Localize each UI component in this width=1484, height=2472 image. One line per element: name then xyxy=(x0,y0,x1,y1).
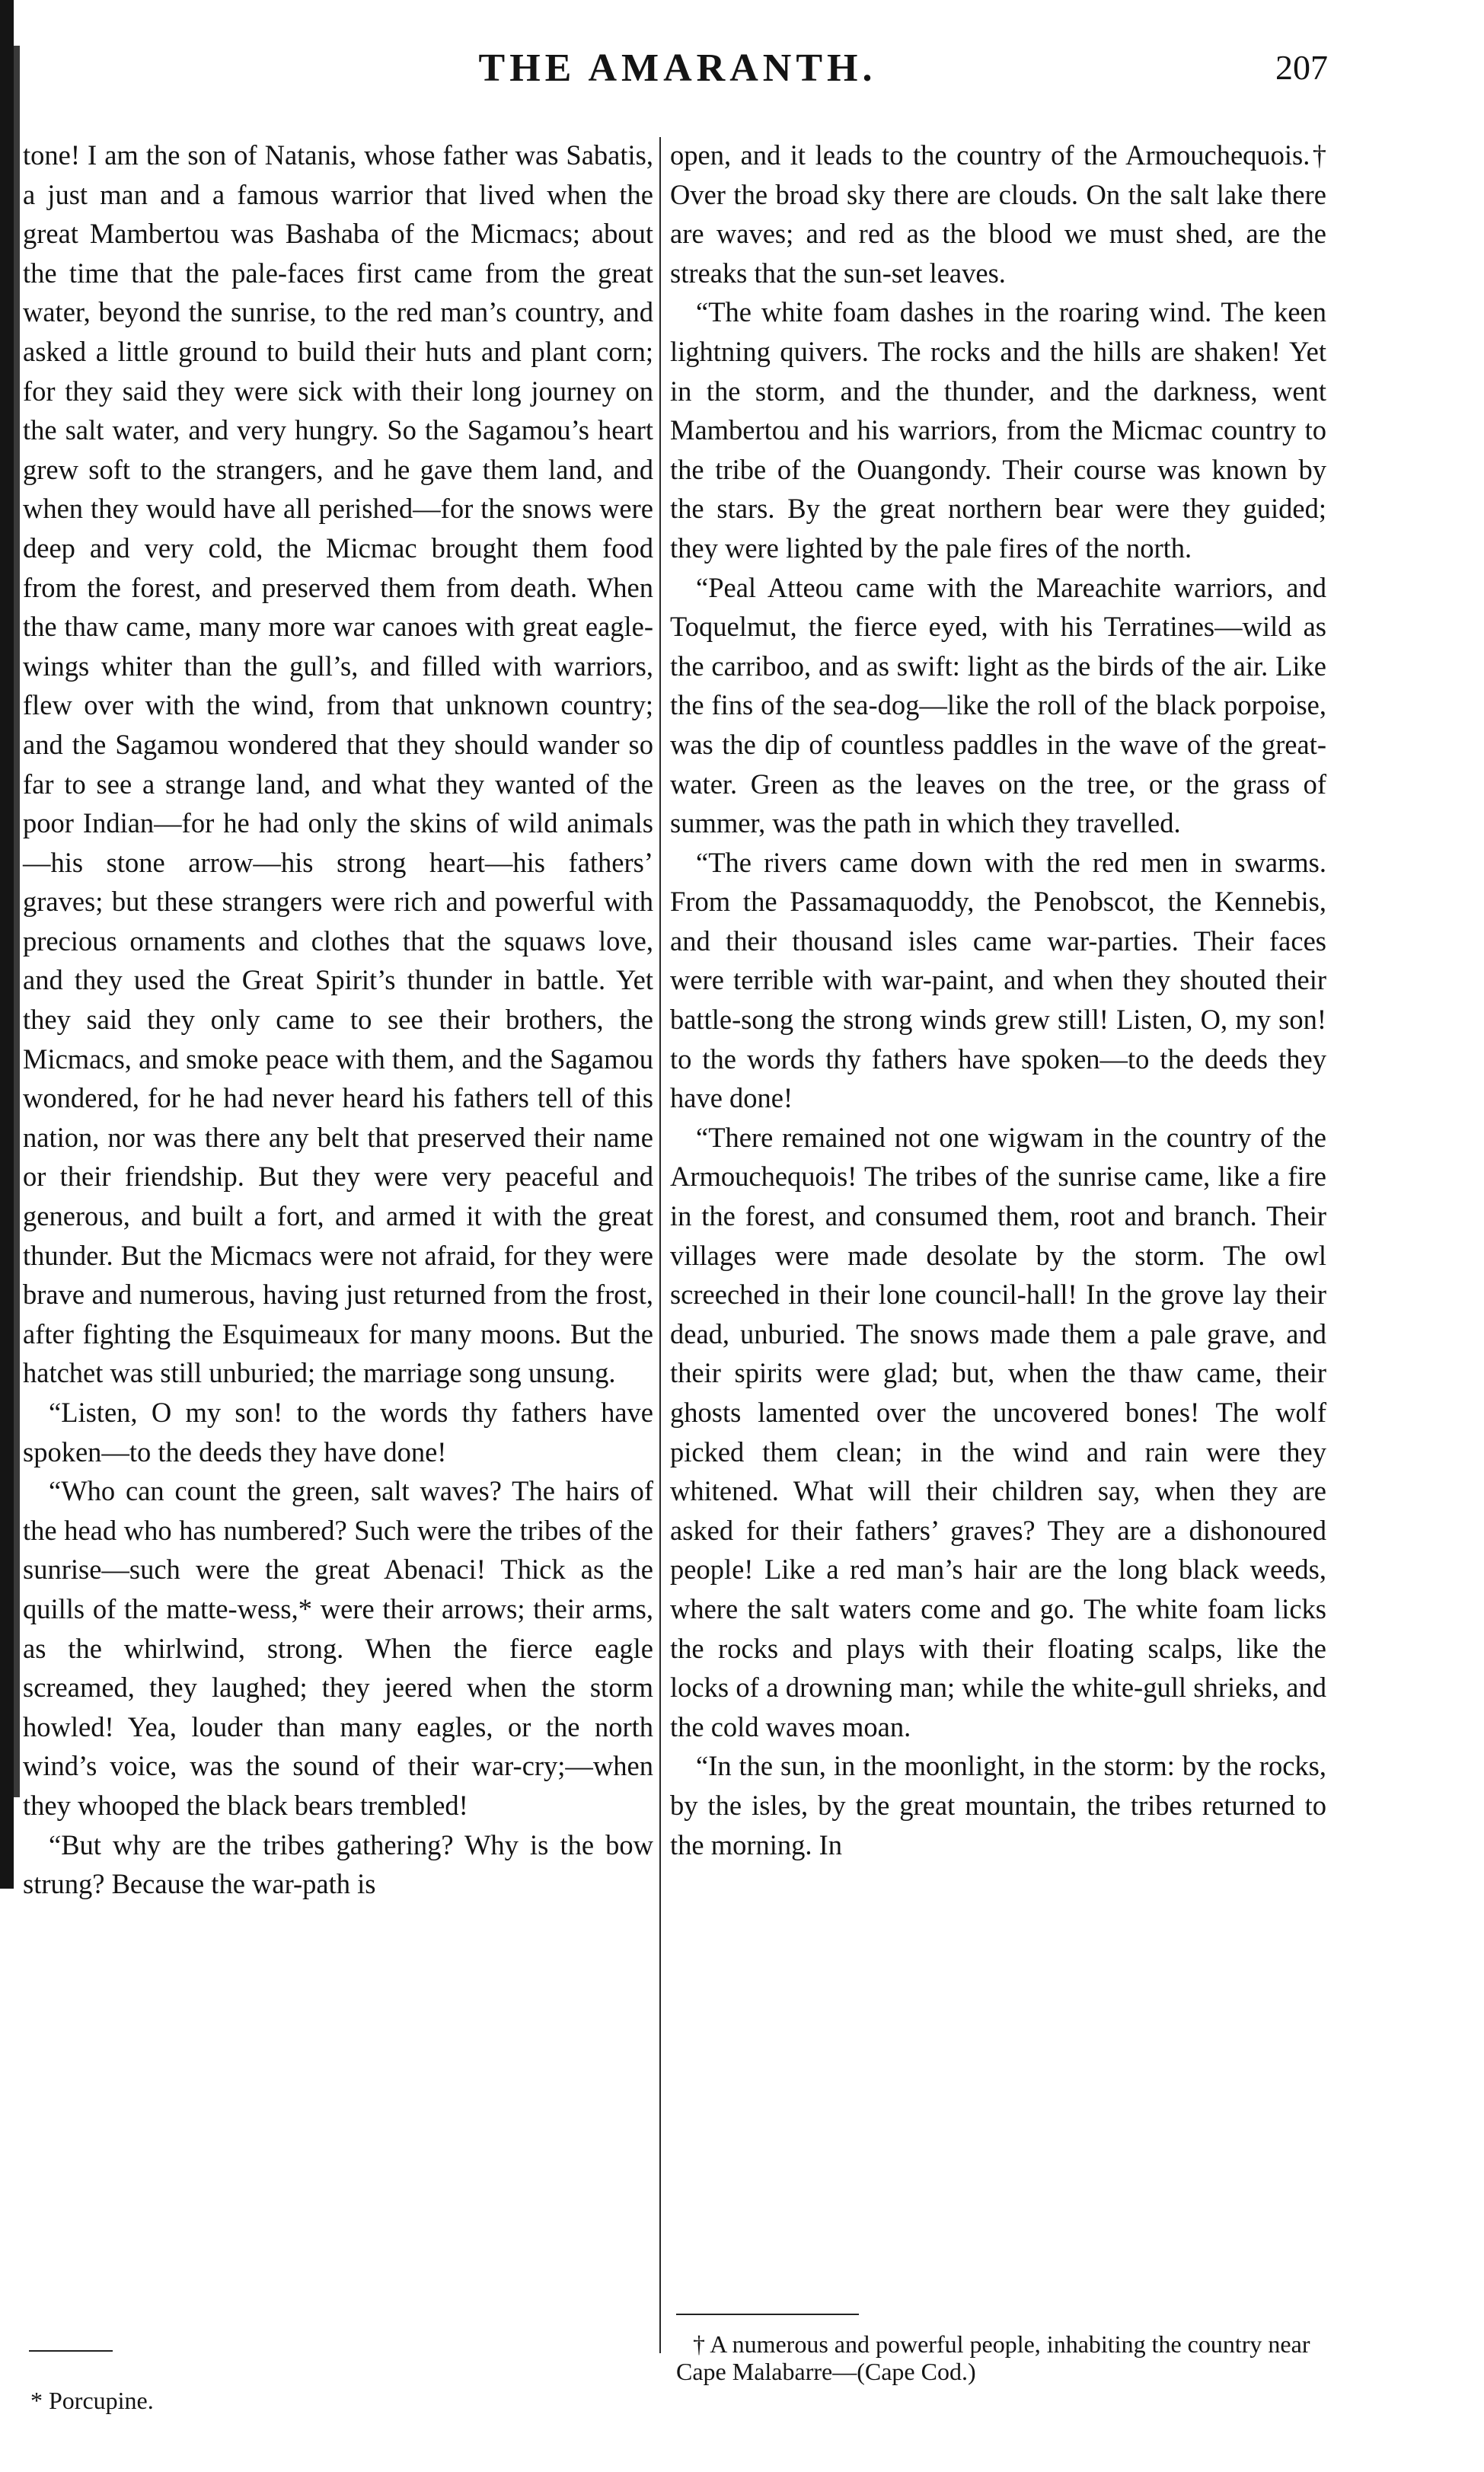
left-paragraph-4: “But why are the tribes gathering? Why is the bow strung? Because the war-path is xyxy=(23,1828,653,1900)
left-paragraph-1: tone! I am the son of Natanis, whose father was Sabatis, a just man and a famous warrior that lived when the great Mambertou was Bashaba of the Micmacs; about the time that the pale-faces first came from the great water, beyond the sunrise, to the red man’s country, and asked a little ground to build their huts and plant corn; for they said they were sick with their long journey on the salt water, and very hungry. So the Sagamou’s heart grew soft to the strangers, and he gave them land, and when they would have all perished—for the snows were deep and very cold, the Micmac brought them food from the forest, and preserved them from death. When the thaw came, many more war canoes with great eagle-wings whiter than the gull’s, and filled with warriors, flew over with the wind, from that unknown country; and the Sagamou wondered that they should wander so far to see a strange land, and what they wanted of the poor Indian—for he had only the skins of wild animals—his stone arrow—his strong heart—his fathers’ graves; but these strangers were rich and powerful with precious ornaments and clothes that the squaws love, and they used the Great Spirit’s thunder in battle. Yet they said they only came to see their brothers, the Micmacs, and smoke peace with them, and the Sagamou wondered, for he had never heard his fathers tell of this nation, nor was there any belt that preserved their name or their friendship. But they were very peaceful and generous, and built a fort, and armed it with the great thunder. But the Micmacs were not afraid, for they were brave and numerous, having just returned from the frost, after fighting the Esquimeaux for many moons. But the hatchet was still unburied; the marriage song unsung. xyxy=(23,139,653,1389)
page-binding-shadow xyxy=(14,46,20,1797)
footnote-rule-right xyxy=(676,2314,859,2315)
running-title: THE AMARANTH. xyxy=(478,46,877,90)
footnote-porcupine: * Porcupine. xyxy=(30,2387,154,2414)
left-paragraph-3: “Who can count the green, salt waves? The hairs of the head who has numbered? Such were the tribes of the sunrise—such were the great Abenaci! Thick as the quills of the matte-wess,* were their arrows; their arms, as the whirlwind, strong. When the fierce eagle screamed, they laughed; they jeered when the storm howled! Yea, louder than many eagles, or the north wind’s voice, was the sound of their war-cry;—when they whooped the black bears trembled! xyxy=(23,1475,653,1821)
right-paragraph-4: “The rivers came down with the red men in swarms. From the Passamaquoddy, the Penobscot, the Kennebis, and their thousand isles came war-parties. Their faces were terrible with war-paint, and when they shouted their battle-song the strong winds grew still! Listen, O, my son! to the words thy fathers have spoken—to the deeds they have done! xyxy=(670,846,1326,1114)
page-binding-edge xyxy=(0,0,14,1889)
right-paragraph-3: “Peal Atteou came with the Mareachite warriors, and Toquelmut, the fierce eyed, with his Terratines—wild as the carriboo, and as swift: light as the birds of the air. Like the fins of the sea-dog—like the roll of the black porpoise, was the dip of countless paddles in the wave of the great-water. Green as the leaves on the tree, or the grass of summer, was the path in which they travelled. xyxy=(670,571,1326,839)
right-paragraph-2: “The white foam dashes in the roaring wind. The keen lightning quivers. The rocks and the hills are shaken! Yet in the storm, and the thunder, and the darkness, went Mambertou and his warriors, from the Micmac country to the tribe of the Ouangondy. Their course was known by the stars. By the great northern bear were they guided; they were lighted by the pale fires of the north. xyxy=(670,296,1326,564)
column-divider xyxy=(659,137,661,2353)
footnote-armouchequois: † A numerous and powerful people, inhabiting the country near Cape Malabarre—(Cape Cod.) xyxy=(676,2330,1310,2385)
left-paragraph-2: “Listen, O my son! to the words thy fathers have spoken—to the deeds they have done! xyxy=(23,1397,653,1468)
right-paragraph-5: “There remained not one wigwam in the country of the Armouchequois! The tribes of the sunrise came, like a fire in the forest, and consumed them, root and branch. Their villages were made desolate by the storm. The owl screeched in their lone council-hall! In the grove lay their dead, unburied. The snows made them a pale grave, and their spirits were glad; but, when the thaw came, their ghosts lamented over the uncovered bones! The wolf picked them clean; in the wind and rain were they whitened. What will their children say, when they are asked for their fathers’ graves? They are a dishonoured people! Like a red man’s hair are the long black weeds, where the salt waters come and go. The white foam licks the rocks and plays with their floating scalps, like the locks of a drowning man; while the white-gull shrieks, and the cold waves moan. xyxy=(670,1121,1326,1742)
right-paragraph-6: “In the sun, in the moonlight, in the storm: by the rocks, by the isles, by the great mountain, the tribes returned to the morning. In xyxy=(670,1750,1326,1860)
left-text-column xyxy=(23,136,653,1904)
right-text-column xyxy=(670,136,1326,1864)
footnote-rule-left xyxy=(29,2350,113,2352)
right-paragraph-1: open, and it leads to the country of the Armouchequois.† Over the broad sky there are clouds. On the salt lake there are waves; and red as the blood we must shed, are the streaks that the sun-set leaves. xyxy=(670,139,1326,289)
page-number: 207 xyxy=(1275,48,1328,87)
page-header xyxy=(30,40,1328,101)
